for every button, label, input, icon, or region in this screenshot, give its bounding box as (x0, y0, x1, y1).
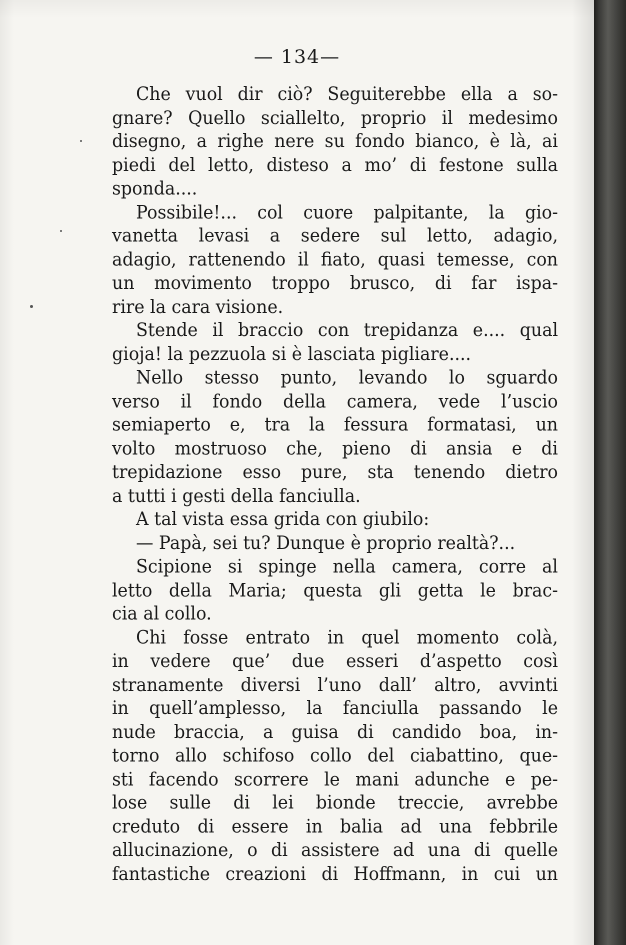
text-line: stranamente diversi l’uno dall’ altro, avvinti (112, 674, 558, 696)
print-speck (80, 140, 82, 142)
text-line: trepidazione esso pure, sta tenendo dietro (112, 462, 558, 484)
text-line: verso il fondo della camera, vede l’uscio (112, 391, 558, 413)
text-line: in quell’amplesso, la fanciulla passando le (112, 698, 558, 720)
page-number: — 134— (253, 46, 341, 68)
text-line: piedi del letto, disteso a mo’ di festone sulla (112, 154, 558, 176)
text-line: A tal vista essa grida con giubilo: (136, 509, 430, 531)
text-line: torno allo schifoso collo del ciabattino, que- (112, 745, 558, 767)
text-line: un movimento troppo brusco, di far ispa- (112, 273, 558, 295)
text-line: allucinazione, o di assistere ad una di quelle (112, 840, 558, 862)
text-line: gnare? Quello sciallelto, proprio il medesimo (112, 107, 558, 129)
text-line: rire la cara visione. (112, 296, 284, 318)
text-line: sti facendo scorrere le mani adunche e pe- (112, 769, 558, 791)
text-line: Possibile!... col cuore palpitante, la gio- (136, 202, 558, 224)
text-line: — Papà, sei tu? Dunque è proprio realtà?... (136, 532, 516, 554)
text-line: disegno, a righe nere su fondo bianco, è là, ai (112, 131, 558, 153)
text-line: lose sulle di lei bionde treccie, avrebbe (112, 792, 558, 814)
text-line: adagio, rattenendo il fiato, quasi temesse, con (112, 249, 558, 271)
text-line: cia al collo. (112, 603, 212, 625)
body-text (112, 83, 558, 886)
print-speck (30, 305, 33, 308)
text-line: a tutti i gesti della fanciulla. (112, 485, 361, 507)
text-line: gioja! la pezzuola si è lasciata pigliare.... (112, 343, 472, 365)
text-line: volto mostruoso che, pieno di ansia e di (112, 438, 558, 460)
text-line: semiaperto e, tra la fessura formatasi, un (112, 414, 558, 436)
text-line: Chi fosse entrato in quel momento colà, (136, 627, 558, 649)
book-gutter-edge (594, 0, 626, 945)
text-line: in vedere que’ due esseri d’aspetto così (112, 651, 558, 673)
text-line: Nello stesso punto, levando lo sguardo (136, 367, 558, 389)
text-line: creduto di essere in balia ad una febbrile (112, 816, 558, 838)
text-line: Stende il braccio con trepidanza e.... qual (136, 320, 558, 342)
print-speck (60, 230, 62, 232)
text-line: Che vuol dir ciò? Seguiterebbe ella a so- (136, 84, 558, 106)
text-line: vanetta levasi a sedere sul letto, adagio, (112, 225, 558, 247)
text-line: nude braccia, a guisa di candido boa, in- (112, 721, 558, 743)
text-line: fantastiche creazioni di Hoffmann, in cui un (112, 863, 558, 885)
text-line: letto della Maria; questa gli getta le brac- (112, 580, 558, 602)
text-line: Scipione si spinge nella camera, corre al (136, 556, 558, 578)
text-line: sponda.... (112, 178, 198, 200)
